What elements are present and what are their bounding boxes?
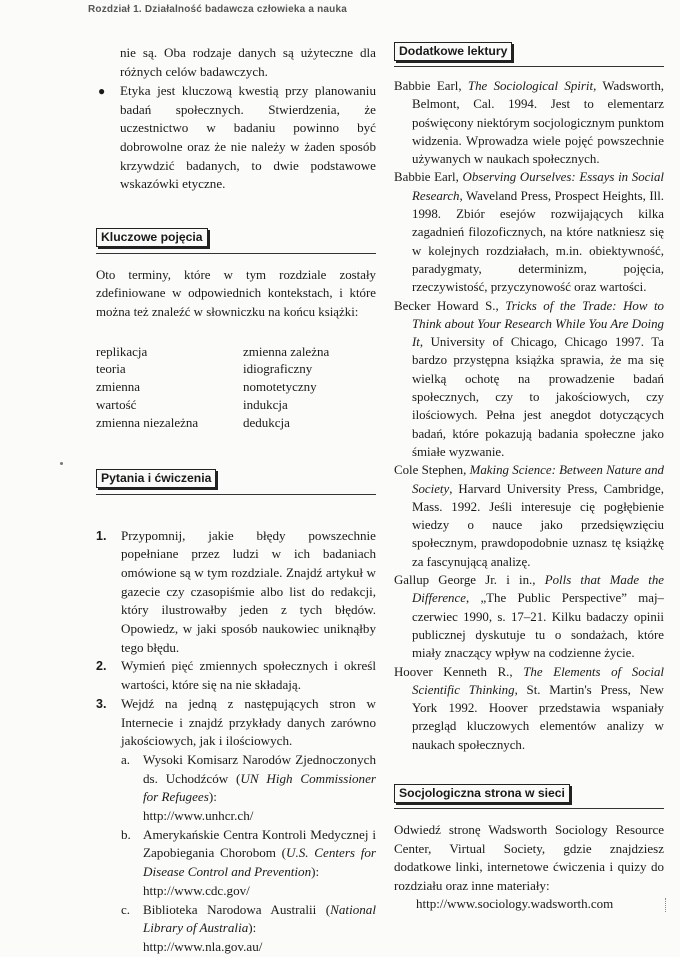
- exercise-number: 2.: [96, 659, 107, 674]
- exercises-section: [96, 469, 376, 957]
- ref-rest: , Harvard University Press, Cambridge, Mass. 1992. Jeśli interesuje cię pogłębienie wiedzy o nauce jako przedsięwzięciu społecznym, prawdopodobnie uznasz tę książkę za fascynującą analizę.: [412, 481, 664, 569]
- ref-author: Cole Stephen,: [394, 463, 470, 478]
- divider: [96, 253, 376, 254]
- ref-author: Gallup George Jr. i in.,: [394, 573, 545, 588]
- ethics-bullet: [96, 82, 376, 194]
- edge-mark: [665, 898, 668, 912]
- subitem-after: ):: [208, 789, 217, 805]
- reference-list: [394, 77, 664, 754]
- reference-entry: [394, 77, 664, 168]
- exercise-item: [96, 695, 376, 957]
- right-column: [394, 42, 664, 914]
- divider: [394, 66, 664, 67]
- ref-rest: , St. Martin's Press, New York 1992. Hoover przedstawia wspaniały przegląd kluczowych elementów analizy w naukach społecznych.: [412, 682, 664, 752]
- terms-left-column: [96, 343, 243, 432]
- exercise-sublist: [121, 751, 376, 957]
- readings-heading: Dodatkowe lektury: [394, 42, 512, 61]
- key-concepts-section: [96, 228, 376, 432]
- exercise-subitem: [121, 751, 376, 826]
- intro-paragraph: nie są. Oba rodzaje danych są użyteczne dla różnych celów badawczych.: [120, 45, 376, 79]
- left-column: [96, 44, 376, 957]
- terms-right-column: [243, 343, 383, 432]
- subitem-letter: c.: [121, 901, 131, 917]
- key-concepts-intro: Oto terminy, które w tym rozdziale zostały zdefiniowane w odpowiednich kontekstach, i które można też znaleźć w słowniczku na końcu książki:: [96, 267, 376, 319]
- reference-entry: [394, 571, 664, 662]
- exercises-heading: Pytania i ćwiczenia: [96, 469, 216, 488]
- term: nomotetyczny: [243, 379, 317, 395]
- ref-rest: , „The Public Perspective” maj–czerwiec 1990, s. 17–21. Kilku badaczy opinii publicznej dyskutuje tu o sondażach, które miały znaczący wpływ na codzienne życie.: [412, 591, 664, 661]
- wadsworth-link[interactable]: http://www.sociology.wadsworth.com: [416, 896, 614, 912]
- web-paragraph: Odwiedź stronę Wadsworth Sociology Resource Center, Virtual Society, gdzie znajdziesz dodatkowe linki, internetowe ćwiczenia i quizy do rozdziału oraz inne materiały:: [394, 821, 664, 893]
- terms-grid: [96, 343, 376, 432]
- ref-title: Tricks of the Trade: How to Think about Your Research While You Are Doing It: [412, 298, 664, 350]
- ref-rest: , Waveland Press, Prospect Heights, Ill. 1998. Zbiór esejów rozwijających kilka zagadnień filozoficznych, na które natkniesz się w kolejnych rozdziałach, m.in. obiektywność, paradygmaty, determinizm, pojęcia, rzeczywistość, przyczynowość oraz wartości.: [412, 188, 664, 295]
- subitem-text: Wysoki Komisarz Narodów Zjednoczonych ds. Uchodźców (: [143, 751, 376, 786]
- subitem-italic: U.S. Centers for Disease Control and Prevention: [143, 845, 376, 880]
- reference-entry: [394, 663, 664, 754]
- term: indukcja: [243, 396, 288, 412]
- ref-title: The Elements of Social Scientific Thinking: [412, 664, 664, 697]
- exercise-text: Wejdź na jedną z następujących stron w Internecie i znajdź przykłady danych zarówno jakościowych, jak i ilościowych.: [121, 695, 376, 749]
- subitem-letter: b.: [121, 826, 131, 842]
- subitem-text: Amerykańskie Centra Kontroli Medycznej i Zapobiegania Chorobom (: [143, 826, 376, 861]
- exercise-subitem: [121, 901, 376, 957]
- exercise-text: Przypomnij, jakie błędy powszechnie popełniane przez ludzi w ich badaniach omówione są w tym rozdziale. Znajdź artykuł w gazecie czy czasopiśmie albo list do redakcji, który ilustrowałby jeden z tych błędów. Opowiedz, w jaki sposób naukowiec uniknąłby tego błędu.: [121, 527, 376, 655]
- exercise-number: 1.: [96, 528, 107, 543]
- ref-rest: , Wadsworth, Belmont, Cal. 1994. Jest to elementarz poświęcony niektórym socjologicznym punktom widzenia. Wprowadza wiele pojęć powszechnie używanych w naukach społecznych.: [412, 79, 665, 167]
- reference-entry: [394, 168, 664, 296]
- subitem-after: ):: [311, 864, 320, 880]
- exercise-subitem: [121, 826, 376, 901]
- term: zmienna niezależna: [96, 414, 199, 430]
- ref-title: Polls that Made the Difference: [412, 573, 664, 606]
- subitem-text: Biblioteka Narodowa Australii (: [143, 901, 331, 917]
- term: idiograficzny: [243, 361, 313, 377]
- term: replikacja: [96, 343, 148, 359]
- ref-author: Babbie Earl,: [394, 79, 468, 93]
- exercise-number: 3.: [96, 696, 107, 711]
- ethics-bullet-text: Etyka jest kluczową kwestią przy planowaniu badań społecznych. Stwierdzenia, że uczestnictwo w badaniu powinno być dobrowolne oraz że nie należy w żaden sposób krzywdzić badanych, to dwie podstawowe wskazówki etyczne.: [120, 83, 376, 192]
- divider: [394, 808, 664, 809]
- exercise-item: [96, 657, 376, 694]
- term: dedukcja: [243, 414, 290, 430]
- term: wartość: [96, 396, 137, 412]
- margin-dot: [60, 462, 63, 465]
- web-section: [394, 784, 664, 914]
- bullet-icon: ●: [98, 84, 106, 99]
- unhcr-link[interactable]: http://www.unhcr.ch/: [143, 808, 254, 824]
- divider: [96, 494, 376, 495]
- term: zmienna: [96, 379, 141, 395]
- exercise-list: [96, 527, 376, 957]
- subitem-italic: National Library of Australia: [143, 901, 376, 936]
- ref-title: The Sociological Spirit: [467, 79, 594, 93]
- cdc-link[interactable]: http://www.cdc.gov/: [143, 882, 250, 898]
- reference-entry: [394, 461, 664, 571]
- reference-entry: [394, 297, 664, 462]
- term: zmienna zależna: [243, 343, 330, 359]
- ref-rest: , University of Chicago, Chicago 1997. Ta bardzo przystępna książka sprawia, że ma się wielką ochotę na prowadzenie badań społecznych, czy to jakościowych, czy ilościowych. Pełna jest anegdot dotyczących badań, które pokazują badania społeczne jako śmiałe wyzwanie.: [412, 335, 664, 459]
- exercise-item: [96, 527, 376, 658]
- exercise-text: Wymień pięć zmiennych społecznych i określ wartości, które się na nie składają.: [121, 658, 376, 693]
- subitem-letter: a.: [121, 751, 131, 767]
- ref-author: Babbie Earl,: [394, 170, 463, 185]
- subitem-after: ):: [248, 920, 257, 936]
- running-head: Rozdział 1. Działalność badawcza człowieka a nauka: [88, 4, 347, 15]
- web-heading: Socjologiczna strona w sieci: [394, 784, 570, 803]
- ref-author: Hoover Kenneth R.,: [394, 664, 524, 679]
- nla-link[interactable]: http://www.nla.gov.au/: [143, 938, 263, 954]
- ref-title: Making Science: Between Nature and Society: [412, 463, 665, 496]
- term: teoria: [96, 361, 126, 377]
- subitem-italic: UN High Commissioner for Refugees: [143, 770, 376, 805]
- key-concepts-heading: Kluczowe pojęcia: [96, 228, 208, 247]
- ref-title: Observing Ourselves: Essays in Social Research: [412, 170, 664, 203]
- ref-author: Becker Howard S.,: [394, 298, 506, 313]
